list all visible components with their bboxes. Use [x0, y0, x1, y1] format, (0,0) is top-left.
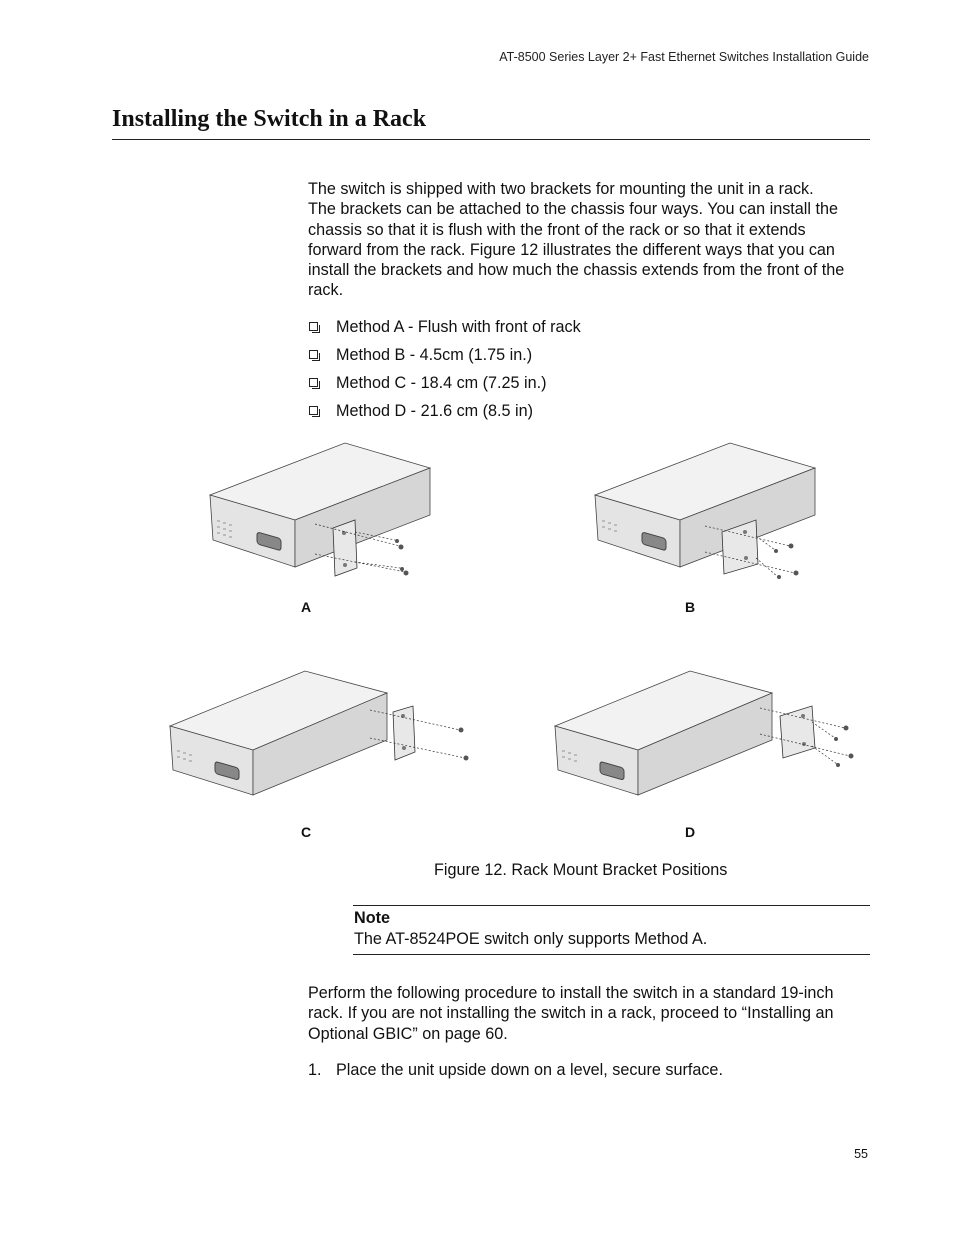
note-box — [353, 905, 870, 955]
switch-bracket-a-icon — [205, 440, 435, 590]
illustration-method-d — [550, 668, 860, 808]
switch-bracket-b-icon — [590, 440, 820, 590]
note-heading: Note — [354, 909, 390, 927]
procedure-step — [308, 1061, 723, 1080]
illustration-method-a — [205, 440, 435, 595]
procedure-line: rack. If you are not installing the switch in a rack, proceed to “Installing an — [308, 1004, 834, 1023]
note-text: The AT-8524POE switch only supports Method A. — [354, 930, 708, 948]
intro-line: rack. — [308, 281, 344, 300]
method-list — [308, 316, 581, 428]
running-header: AT-8500 Series Layer 2+ Fast Ethernet Switches Installation Guide — [499, 50, 869, 64]
section-title: Installing the Switch in a Rack — [112, 106, 427, 132]
figure-caption: Figure 12. Rack Mount Bracket Positions — [434, 861, 728, 879]
illustration-method-c — [165, 668, 475, 808]
method-item — [308, 400, 581, 428]
intro-line: The switch is shipped with two brackets for mounting the unit in a rack. — [308, 180, 814, 198]
method-item — [308, 344, 581, 372]
method-item — [308, 372, 581, 400]
switch-bracket-d-icon — [550, 668, 860, 803]
intro-line: forward from the rack. Figure 12 illustrates the different ways that you can — [308, 240, 835, 259]
procedure-line: Perform the following procedure to install the switch in a standard 19-inch — [308, 984, 834, 1002]
procedure-paragraph — [308, 983, 873, 1044]
figure-label-d: D — [685, 824, 696, 840]
method-label: Method B - 4.5cm (1.75 in.) — [336, 346, 533, 364]
checkbox-bullet-icon — [309, 350, 318, 359]
title-rule — [112, 139, 870, 140]
figure-label-a: A — [301, 599, 312, 615]
method-item — [308, 316, 581, 344]
checkbox-bullet-icon — [309, 378, 318, 387]
figure-label-b: B — [685, 599, 696, 615]
method-label: Method D - 21.6 cm (8.5 in) — [336, 402, 534, 420]
illustration-method-b — [590, 440, 820, 595]
intro-line: install the brackets and how much the chassis extends from the front of the — [308, 261, 845, 280]
step-text: Place the unit upside down on a level, secure surface. — [336, 1061, 723, 1079]
step-number: 1. — [308, 1061, 322, 1079]
page-number: 55 — [854, 1147, 868, 1161]
figure-label-c: C — [301, 824, 312, 840]
switch-bracket-c-icon — [165, 668, 475, 803]
intro-line: The brackets can be attached to the chassis four ways. You can install the — [308, 200, 839, 219]
intro-paragraph — [308, 179, 873, 301]
intro-line: chassis so that it is flush with the front of the rack or so that it extends — [308, 220, 806, 239]
procedure-line: Optional GBIC” on page 60. — [308, 1024, 508, 1043]
method-label: Method C - 18.4 cm (7.25 in.) — [336, 374, 547, 392]
method-label: Method A - Flush with front of rack — [336, 318, 581, 336]
checkbox-bullet-icon — [309, 406, 318, 415]
checkbox-bullet-icon — [309, 322, 318, 331]
